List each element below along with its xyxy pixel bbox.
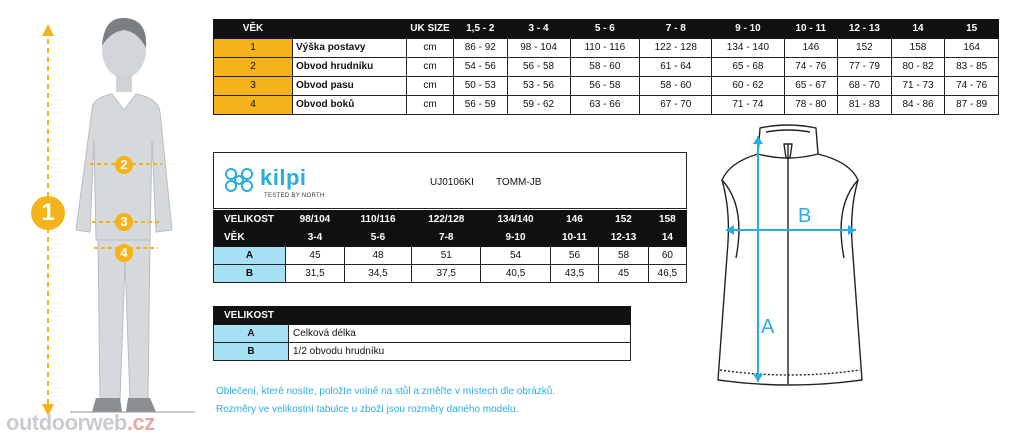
size-col: 122/128 <box>412 211 481 229</box>
vest-marker-b: B <box>798 205 812 227</box>
cell: 98 - 104 <box>507 39 570 58</box>
header-size: 3 - 4 <box>507 20 570 39</box>
kilpi-logo-icon <box>222 165 256 195</box>
row-label: B <box>214 265 286 283</box>
body-measurement-figure <box>0 0 205 440</box>
legend-desc: 1/2 obvodu hrudníku <box>289 343 631 361</box>
legend-header: VELIKOST <box>214 307 289 325</box>
cell: 65 - 68 <box>712 58 784 77</box>
size-col: 146 <box>550 211 599 229</box>
figure-marker-3: 3 <box>115 213 133 231</box>
cell: 51 <box>412 247 481 265</box>
age-col: 10-11 <box>550 229 599 247</box>
cell: 56 <box>550 247 599 265</box>
cell: 43,5 <box>550 265 599 283</box>
instruction-note: Rozměry ve velikostní tabulce u zboží jsou rozměry daného modelu. <box>216 404 519 415</box>
figure-marker-1: 1 <box>31 196 65 230</box>
cell: 54 - 56 <box>454 58 508 77</box>
row-label: Obvod hrudníku <box>293 58 407 77</box>
age-col: 14 <box>648 229 686 247</box>
cell: 61 - 64 <box>640 58 712 77</box>
header-size: 14 <box>891 20 945 39</box>
cell: 78 - 80 <box>784 96 838 115</box>
legend-header-row <box>214 307 631 325</box>
header-size: 15 <box>945 20 999 39</box>
product-model: TOMM-JB <box>496 177 542 188</box>
cell: 58 - 60 <box>570 58 640 77</box>
row-unit: cm <box>407 39 454 58</box>
table-row <box>214 343 631 361</box>
table-row <box>214 39 999 58</box>
cell: 56 - 58 <box>507 58 570 77</box>
watermark <box>6 410 155 436</box>
row-number: 1 <box>214 39 293 58</box>
header-size: 9 - 10 <box>712 20 784 39</box>
cell: 45 <box>286 247 345 265</box>
cell: 58 <box>599 247 649 265</box>
cell: 58 - 60 <box>640 77 712 96</box>
age-col: 7-8 <box>412 229 481 247</box>
cell: 81 - 83 <box>838 96 892 115</box>
cell: 63 - 66 <box>570 96 640 115</box>
cell: 56 - 58 <box>570 77 640 96</box>
header-age: VĚK <box>214 20 293 39</box>
legend-desc: Celková délka <box>289 325 631 343</box>
cell: 74 - 76 <box>945 77 999 96</box>
cell: 152 <box>838 39 892 58</box>
size-chart-header-row <box>214 20 999 39</box>
cell: 60 - 62 <box>712 77 784 96</box>
watermark-suffix: .cz <box>126 410 155 435</box>
row-unit: cm <box>407 77 454 96</box>
cell: 37,5 <box>412 265 481 283</box>
table-row <box>214 265 687 283</box>
table-row <box>214 77 999 96</box>
header-blank <box>293 20 407 39</box>
header-size: 10 - 11 <box>784 20 838 39</box>
header-size: VELIKOST <box>214 211 286 229</box>
vest-marker-a: A <box>761 316 775 338</box>
brand-name: kilpi <box>260 165 307 190</box>
header-size: 1,5 - 2 <box>454 20 508 39</box>
product-header <box>213 152 687 209</box>
row-number: 4 <box>214 96 293 115</box>
cell: 59 - 62 <box>507 96 570 115</box>
age-col: 3-4 <box>286 229 345 247</box>
row-label: Obvod boků <box>293 96 407 115</box>
cell: 31,5 <box>286 265 345 283</box>
size-col: 152 <box>599 211 649 229</box>
cell: 40,5 <box>481 265 550 283</box>
size-col: 158 <box>648 211 686 229</box>
cell: 80 - 82 <box>891 58 945 77</box>
table-row <box>214 58 999 77</box>
size-col: 110/116 <box>344 211 411 229</box>
product-size-table <box>213 210 687 283</box>
cell: 87 - 89 <box>945 96 999 115</box>
header-size: 7 - 8 <box>640 20 712 39</box>
figure-marker-4: 4 <box>115 244 133 262</box>
cell: 86 - 92 <box>454 39 508 58</box>
row-label: Výška postavy <box>293 39 407 58</box>
cell: 46,5 <box>648 265 686 283</box>
cell: 71 - 73 <box>891 77 945 96</box>
legend-label: B <box>214 343 289 361</box>
cell: 68 - 70 <box>838 77 892 96</box>
product-age-header-row <box>214 229 687 247</box>
row-number: 2 <box>214 58 293 77</box>
cell: 77 - 79 <box>838 58 892 77</box>
header-age: VĚK <box>214 229 286 247</box>
age-col: 12-13 <box>599 229 649 247</box>
size-col: 134/140 <box>481 211 550 229</box>
cell: 54 <box>481 247 550 265</box>
legend-label: A <box>214 325 289 343</box>
header-size: 5 - 6 <box>570 20 640 39</box>
product-size-header-row <box>214 211 687 229</box>
cell: 53 - 56 <box>507 77 570 96</box>
cell: 71 - 74 <box>712 96 784 115</box>
cell: 67 - 70 <box>640 96 712 115</box>
header-size: 12 - 13 <box>838 20 892 39</box>
header-uk-size: UK SIZE <box>407 20 454 39</box>
cell: 50 - 53 <box>454 77 508 96</box>
table-row <box>214 247 687 265</box>
cell: 56 - 59 <box>454 96 508 115</box>
row-unit: cm <box>407 58 454 77</box>
brand-tagline: TESTED BY NORTH <box>264 193 325 199</box>
cell: 34,5 <box>344 265 411 283</box>
watermark-main: outdoorweb <box>6 410 127 435</box>
cell: 146 <box>784 39 838 58</box>
age-col: 9-10 <box>481 229 550 247</box>
cell: 122 - 128 <box>640 39 712 58</box>
table-row <box>214 325 631 343</box>
row-label: Obvod pasu <box>293 77 407 96</box>
vest-diagram <box>700 118 890 390</box>
row-number: 3 <box>214 77 293 96</box>
cell: 65 - 67 <box>784 77 838 96</box>
cell: 158 <box>891 39 945 58</box>
size-col: 98/104 <box>286 211 345 229</box>
cell: 74 - 76 <box>784 58 838 77</box>
cell: 45 <box>599 265 649 283</box>
age-col: 5-6 <box>344 229 411 247</box>
cell: 110 - 116 <box>570 39 640 58</box>
row-unit: cm <box>407 96 454 115</box>
figure-marker-2: 2 <box>115 156 133 174</box>
product-code: UJ0106KI <box>430 177 474 188</box>
cell: 134 - 140 <box>712 39 784 58</box>
row-label: A <box>214 247 286 265</box>
cell: 83 - 85 <box>945 58 999 77</box>
table-row <box>214 96 999 115</box>
instruction-note: Oblečení, které nosíte, položte volně na stůl a změřte v místech dle obrázků. <box>216 386 556 397</box>
cell: 48 <box>344 247 411 265</box>
size-chart-table <box>213 19 999 115</box>
legend-table <box>213 306 631 361</box>
cell: 60 <box>648 247 686 265</box>
cell: 164 <box>945 39 999 58</box>
legend-header-blank <box>289 307 631 325</box>
cell: 84 - 86 <box>891 96 945 115</box>
